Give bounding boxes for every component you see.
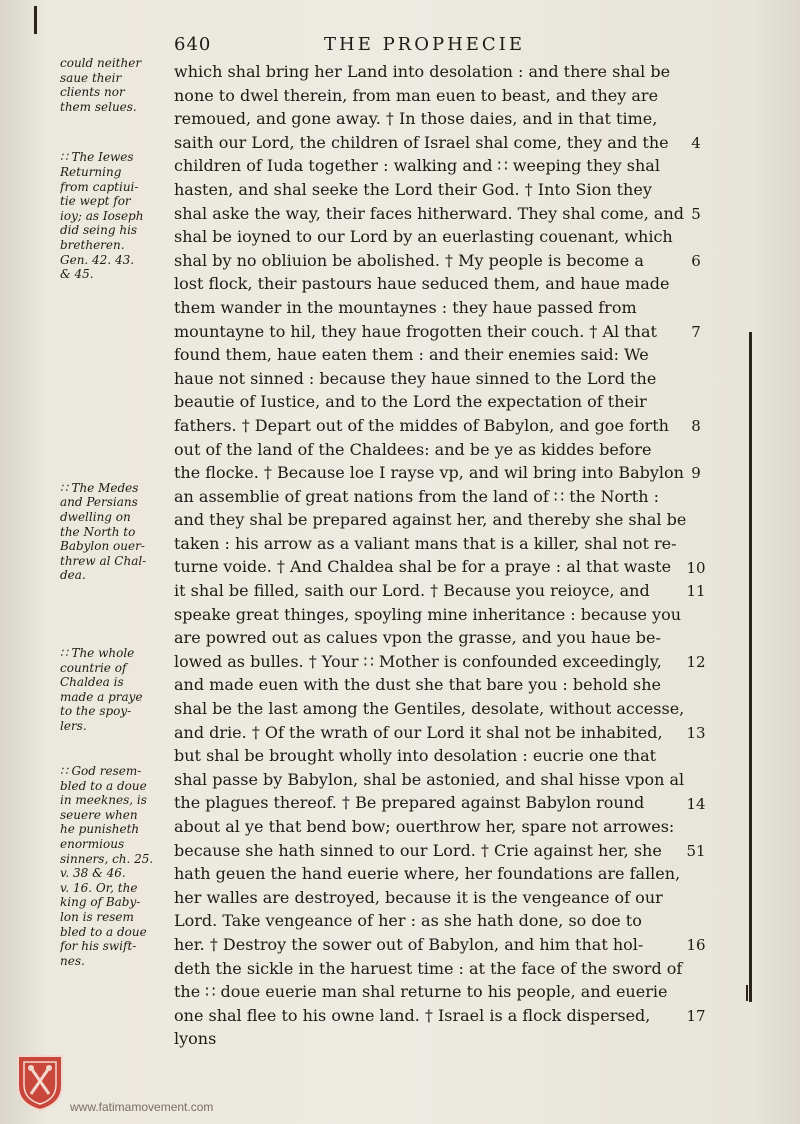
margin-note-line: nes. <box>60 953 85 968</box>
margin-note-line: ∷ The Iewes <box>60 150 134 165</box>
verse-number: 5 <box>691 204 701 223</box>
body-line: and drie. † Of the wrath of our Lord it shal not be inhabited, <box>174 722 663 742</box>
body-line: her walles are destroyed, because it is the vengeance of our <box>174 887 663 907</box>
margin-note-line: ioy; as Ioseph <box>60 208 144 223</box>
running-title: THE PROPHECIE <box>324 34 525 55</box>
body-line: about al ye that bend bow; ouerthrow her, spare not arrowes: <box>174 817 675 836</box>
body-line: which shal bring her Land into desolation : and there shal be <box>174 62 671 81</box>
margin-note <box>60 56 170 114</box>
body-line: one shal flee to his owne land. † Israel is a flock dispersed, <box>174 1005 651 1025</box>
body-line: shal be ioyned to our Lord by an euerlasting couenant, which <box>174 227 673 247</box>
body-line: are powred out as calues vpon the grasse, and you haue be- <box>174 628 661 648</box>
margin-note-line: dea. <box>60 568 86 583</box>
body-text <box>174 60 687 1051</box>
margin-note-line: lers. <box>60 718 87 733</box>
left-edge-mark <box>34 6 37 34</box>
margin-note-line: for his swift- <box>60 939 137 954</box>
verse-number: 8 <box>691 417 701 435</box>
margin-note-line: from captiui- <box>60 179 139 194</box>
body-line: turne voide. † And Chaldea shal be for a praye : al that waste <box>174 557 672 577</box>
margin-note-line: seuere when <box>60 807 138 822</box>
body-line: mountayne to hil, they haue frogotten their couch. † Al that <box>174 321 657 341</box>
verse-number: 7 <box>691 322 701 341</box>
body-line: it shal be filled, saith our Lord. † Because you reioyce, and <box>174 581 650 601</box>
body-line: hath geuen the hand euerie where, her foundations are fallen, <box>174 864 681 884</box>
body-line: out of the land of the Chaldees: and be ye as kiddes before <box>174 439 652 459</box>
margin-note-line: tie wept for <box>60 194 131 209</box>
body-line: her. † Destroy the sower out of Babylon, and him that hol- <box>174 934 644 954</box>
verse-number: 13 <box>686 723 706 742</box>
body-line: deth the sickle in the haruest time : at the face of the sword of <box>174 958 683 978</box>
margin-note-line: v. 16. Or, the <box>60 880 138 895</box>
verse-number: 4 <box>691 133 701 152</box>
body-line: Lord. Take vengeance of her : as she hath done, so doe to <box>174 911 642 931</box>
margin-note-line: dwelling on <box>60 509 131 524</box>
right-margin-rule <box>749 332 752 1002</box>
margin-note-line: he punisheth <box>60 822 140 837</box>
body-line: the ∷ doue euerie man shal returne to his people, and euerie <box>174 982 668 1002</box>
margin-note-line: lon is resem <box>60 909 134 924</box>
body-line: lowed as bulles. † Your ∷ Mother is confounded exceedingly, <box>174 651 662 671</box>
body-line: and made euen with the dust she that bare you : behold she <box>174 675 661 695</box>
margin-note-line: countrie of <box>60 660 127 675</box>
body-line: shal passe by Babylon, shal be astonied, and shal hisse vpon al <box>174 769 685 789</box>
page-number: 640 <box>174 34 212 55</box>
body-line: the plagues thereof. † Be prepared against Babylon round <box>174 793 645 813</box>
verse-number: 12 <box>686 653 706 671</box>
body-line: beautie of Iustice, and to the Lord the expectation of their <box>174 392 647 412</box>
body-line: speake great thinges, spoyling mine inheritance : because you <box>174 604 681 624</box>
body-line: none to dwel therein, from man euen to beast, and they are <box>174 85 659 105</box>
body-line: lost flock, their pastours haue seduced them, and haue made <box>174 274 670 294</box>
body-line: them wander in the mountaynes : they haue passed from <box>174 297 637 317</box>
margin-note-line: made a praye <box>60 689 143 704</box>
body-line: but shal be brought wholly into desolation : eucrie one that <box>174 746 657 766</box>
body-line: fathers. † Depart out of the middes of Babylon, and goe forth <box>174 415 669 435</box>
margin-note-line: saue their <box>60 70 122 85</box>
verse-number: 14 <box>686 794 706 813</box>
body-line: an assemblie of great nations from the land of ∷ the North : <box>174 486 659 506</box>
verse-number: 17 <box>686 1007 706 1025</box>
margin-note-line: ∷ The Medes <box>60 480 139 495</box>
verse-number: 9 <box>691 464 701 483</box>
margin-note-line: & 45. <box>60 267 94 282</box>
page-header <box>174 34 714 58</box>
body-line: shal be the last among the Gentiles, desolate, without accesse, <box>174 699 685 719</box>
verse-number: 11 <box>686 582 706 601</box>
margin-note-line: to the spoy- <box>60 704 132 719</box>
verse-number: 51 <box>686 841 706 860</box>
footer-url[interactable]: www.fatimamovement.com <box>70 1100 214 1114</box>
body-line: found them, haue eaten them : and their enemies said: We <box>174 345 649 365</box>
body-line: the flocke. † Because loe I rayse vp, and wil bring into Babylon <box>174 463 684 483</box>
margin-note-line: sinners, ch. 25. <box>60 851 154 866</box>
margin-note-line: Babylon ouer- <box>60 539 145 554</box>
margin-note-line: them selues. <box>60 99 137 114</box>
right-margin-tick <box>746 985 748 1001</box>
verse-number: 10 <box>686 558 706 577</box>
margin-note-line: bled to a doue <box>60 778 147 793</box>
margin-note-line: king of Baby- <box>60 895 141 910</box>
margin-note-line: threw al Chal- <box>60 553 147 568</box>
margin-note-line: Chaldea is <box>60 675 124 690</box>
vatican-seal-icon <box>14 1052 66 1112</box>
body-line: and they shal be prepared against her, and thereby she shal be <box>174 510 687 530</box>
margin-note-line: and Persians <box>60 495 138 510</box>
margin-note-line: Gen. 42. 43. <box>60 252 135 267</box>
body-line: haue not sinned : because they haue sinned to the Lord the <box>174 368 657 388</box>
body-line: hasten, and shal seeke the Lord their God. † Into Sion they <box>174 179 652 199</box>
margin-note-line: v. 38 & 46. <box>60 866 126 881</box>
margin-note-line: in meeknes, is <box>60 793 147 808</box>
body-line: saith our Lord, the children of Israel shal come, they and the <box>174 132 669 152</box>
body-line: taken : his arrow as a valiant mans that is a killer, shal not re- <box>174 533 677 553</box>
verse-number: 6 <box>691 251 701 270</box>
margin-note <box>60 764 170 968</box>
body-line: shal aske the way, their faces hitherward. They shal come, and <box>174 203 684 223</box>
body-line: shal by no obliuion be abolished. † My people is become a <box>174 250 644 270</box>
margin-note-line: clients nor <box>60 85 125 100</box>
body-line: children of Iuda together : walking and ∷ weeping they shal <box>174 156 660 176</box>
margin-note-line: Returning <box>60 164 122 179</box>
margin-note-line: enormious <box>60 836 125 851</box>
margin-note-line: bretheren. <box>60 237 125 252</box>
margin-note-line: did seing his <box>60 223 138 238</box>
margin-note <box>60 150 170 281</box>
margin-note-line: could neither <box>60 56 142 70</box>
verse-number: 16 <box>686 936 706 955</box>
body-line: lyons <box>174 1029 217 1049</box>
body-line: because she hath sinned to our Lord. † Crie against her, she <box>174 840 662 860</box>
body-line: remoued, and gone away. † In those daies, and in that time, <box>174 109 658 129</box>
margin-note-line: the North to <box>60 524 136 539</box>
margin-note <box>60 646 170 734</box>
margin-note-line: ∷ The whole <box>60 646 135 660</box>
margin-note-line: bled to a doue <box>60 924 147 939</box>
margin-note-line: ∷ God resem- <box>60 764 142 778</box>
margin-note <box>60 481 170 583</box>
